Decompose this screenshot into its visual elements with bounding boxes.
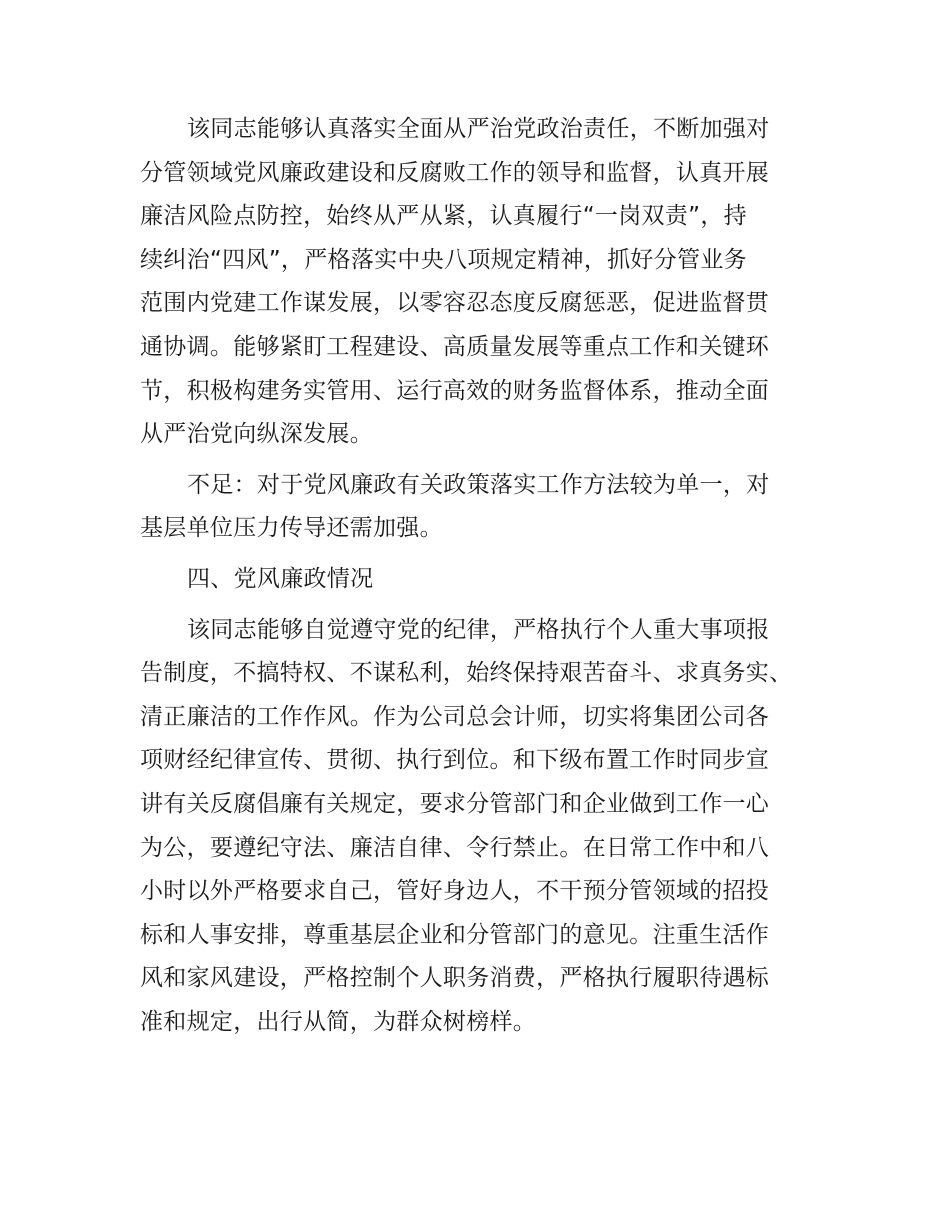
paragraph-line: 基层单位压力传导还需加强。 (140, 515, 443, 542)
document-body (140, 108, 830, 1044)
paragraph-line: 风和家风建设，严格控制个人职务消费，严格执行履职待遇标 (140, 965, 770, 992)
paragraph-line: 标和人事安排，尊重基层企业和分管部门的意见。注重生活作 (140, 921, 770, 948)
paragraph-responsibility (140, 108, 830, 457)
paragraph-line: 从严治党向纵深发展。 (140, 421, 373, 448)
paragraph-line: 告制度，不搞特权、不谋私利，始终保持艰苦奋斗、求真务实、 (140, 660, 793, 687)
paragraph-line: 讲有关反腐倡廉有关规定，要求分管部门和企业做到工作一心 (140, 790, 770, 817)
paragraph-line: 清正廉洁的工作作风。作为公司总会计师，切实将集团公司各 (140, 703, 770, 730)
paragraph-line: 通协调。能够紧盯工程建设、高质量发展等重点工作和关键环 (140, 333, 770, 360)
section-heading (140, 558, 830, 602)
paragraph-line: 节，积极构建务实管用、运行高效的财务监督体系，推动全面 (140, 377, 770, 404)
paragraph-line: 小时以外严格要求自己，管好身边人，不干预分管领域的招投 (140, 878, 770, 905)
paragraph-line: 分管领域党风廉政建设和反腐败工作的领导和监督，认真开展 (140, 159, 770, 186)
paragraph-shortcomings (140, 464, 830, 551)
section-heading-text: 四、党风廉政情况 (187, 565, 374, 592)
paragraph-integrity (140, 609, 830, 1045)
paragraph-line: 范围内党建工作谋发展，以零容忍态度反腐惩恶，促进监督贯 (140, 290, 770, 317)
paragraph-line: 该同志能够认真落实全面从严治党政治责任，不断加强对 (187, 116, 770, 142)
paragraph-line: 续纠治“四风”，严格落实中央八项规定精神，抓好分管业务 (140, 246, 747, 273)
paragraph-line: 准和规定，出行从简，为群众树榜样。 (140, 1008, 537, 1035)
paragraph-line: 不足：对于党风廉政有关政策落实工作方法较为单一，对 (187, 471, 770, 498)
paragraph-line: 该同志能够自觉遵守党的纪律，严格执行个人重大事项报 (187, 616, 770, 643)
paragraph-line: 为公，要遵纪守法、廉洁自律、令行禁止。在日常工作中和八 (140, 834, 770, 861)
paragraph-line: 廉洁风险点防控，始终从严从紧，认真履行“一岗双责”，持 (140, 203, 747, 230)
paragraph-line: 项财经纪律宣传、贯彻、执行到位。和下级布置工作时同步宣 (140, 747, 770, 774)
